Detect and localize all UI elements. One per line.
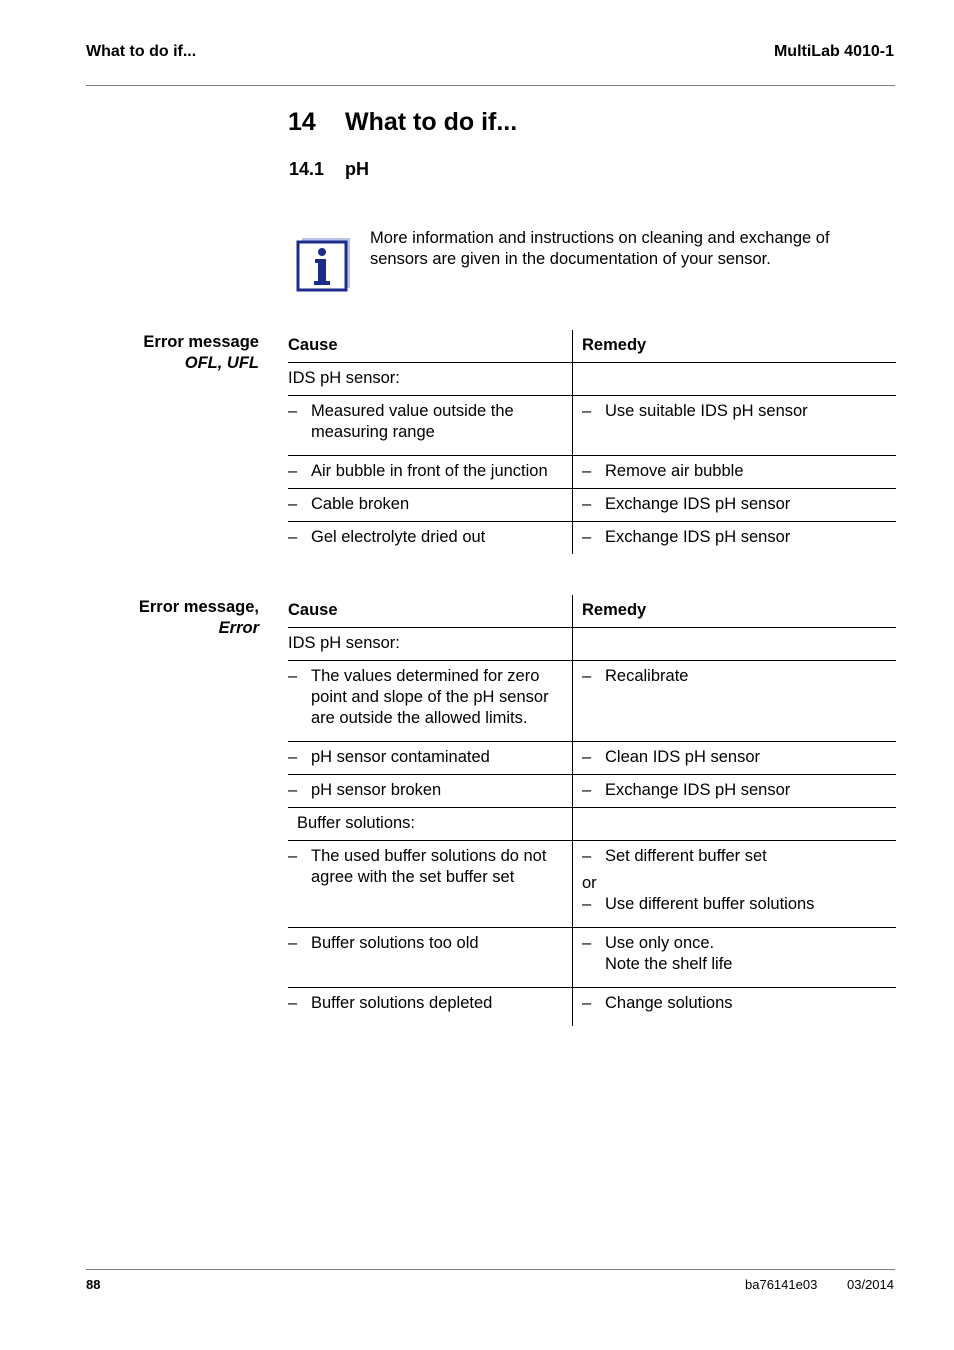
table-row bbox=[288, 456, 896, 489]
cause-text: The values determined for zero point and slope of the pH sensor are outside the allowed limits. bbox=[311, 667, 549, 727]
cause-text: Cable broken bbox=[311, 495, 410, 513]
empty-cell bbox=[573, 808, 897, 841]
page-number: 88 bbox=[86, 1277, 101, 1292]
remedy-text: Use only once. bbox=[605, 934, 715, 952]
cause-text: pH sensor contaminated bbox=[311, 748, 490, 766]
table-row bbox=[288, 489, 896, 522]
dash: – bbox=[582, 748, 592, 766]
table-row bbox=[288, 841, 896, 928]
table-row bbox=[288, 396, 896, 456]
remedy-text: Recalibrate bbox=[605, 667, 689, 685]
table2-side-label bbox=[139, 597, 259, 639]
table1-side-label bbox=[143, 332, 259, 374]
header-rule bbox=[86, 85, 895, 86]
dash: – bbox=[582, 462, 592, 480]
table1-label-line2: OFL, UFL bbox=[184, 354, 259, 372]
cause-text: Buffer solutions depleted bbox=[311, 994, 493, 1012]
empty-cell bbox=[573, 628, 897, 661]
dash: – bbox=[288, 781, 298, 799]
table-row bbox=[288, 742, 896, 775]
cause-text: Measured value outside the measuring range bbox=[311, 402, 514, 441]
remedy-text: Clean IDS pH sensor bbox=[605, 748, 760, 766]
remedy-text: Remove air bubble bbox=[605, 462, 744, 480]
dash: – bbox=[288, 402, 298, 420]
chapter-number: 14 bbox=[288, 108, 316, 136]
table-header-row bbox=[288, 330, 896, 363]
dash: – bbox=[288, 847, 298, 865]
section-heading bbox=[289, 159, 369, 180]
remedy-text: Set different buffer set bbox=[605, 847, 767, 865]
document-id: ba76141e03 bbox=[745, 1277, 818, 1292]
remedy-text: Use suitable IDS pH sensor bbox=[605, 402, 808, 420]
info-note: More information and instructions on cleaning and exchange of sensors are given in the documentation of your sensor. bbox=[370, 229, 830, 268]
col-remedy-header: Remedy bbox=[582, 601, 647, 619]
table-row bbox=[288, 522, 896, 555]
remedy-text-2: Note the shelf life bbox=[605, 955, 733, 973]
dash: – bbox=[582, 895, 592, 913]
cause-text: The used buffer solutions do not agree with the set buffer set bbox=[311, 847, 547, 886]
table-row bbox=[288, 775, 896, 808]
chapter-title: What to do if... bbox=[345, 108, 518, 136]
running-header-right: MultiLab 4010-1 bbox=[773, 43, 894, 60]
remedy-text: Use different buffer solutions bbox=[605, 895, 815, 913]
dash: – bbox=[288, 495, 298, 513]
dash: – bbox=[288, 994, 298, 1012]
or-text: or bbox=[582, 874, 597, 892]
table2 bbox=[288, 595, 896, 1026]
table-row bbox=[288, 928, 896, 988]
group-label: IDS pH sensor: bbox=[288, 628, 573, 661]
table1 bbox=[288, 330, 896, 554]
dash: – bbox=[288, 934, 298, 952]
section-title: pH bbox=[345, 159, 369, 179]
dash: – bbox=[582, 667, 592, 685]
info-icon bbox=[296, 236, 352, 292]
table-row bbox=[288, 661, 896, 742]
dash: – bbox=[582, 934, 592, 952]
dash: – bbox=[288, 667, 298, 685]
col-remedy-header: Remedy bbox=[582, 336, 647, 354]
table-row bbox=[288, 628, 896, 661]
table-row bbox=[288, 808, 896, 841]
table-header-row bbox=[288, 595, 896, 628]
dash: – bbox=[288, 528, 298, 546]
group-label: Buffer solutions: bbox=[297, 814, 416, 832]
table2-label-line2: Error bbox=[218, 619, 259, 637]
document-date: 03/2014 bbox=[847, 1277, 894, 1292]
section-number: 14.1 bbox=[289, 159, 325, 179]
cause-text: Buffer solutions too old bbox=[311, 934, 479, 952]
remedy-text: Change solutions bbox=[605, 994, 733, 1012]
remedy-text: Exchange IDS pH sensor bbox=[605, 495, 791, 513]
dash: – bbox=[582, 528, 592, 546]
col-cause-header: Cause bbox=[288, 595, 573, 628]
col-cause-header: Cause bbox=[288, 330, 573, 363]
table-row bbox=[288, 363, 896, 396]
remedy-text: Exchange IDS pH sensor bbox=[605, 528, 791, 546]
dash: – bbox=[288, 462, 298, 480]
dash: – bbox=[582, 994, 592, 1012]
table2-label-line1: Error message, bbox=[138, 598, 259, 616]
cause-text: pH sensor broken bbox=[311, 781, 442, 799]
cause-text: Air bubble in front of the junction bbox=[311, 462, 548, 480]
chapter-heading bbox=[288, 108, 517, 137]
dash: – bbox=[582, 847, 592, 865]
running-header-left: What to do if... bbox=[86, 43, 197, 60]
group-label: IDS pH sensor: bbox=[288, 363, 573, 396]
table-row bbox=[288, 988, 896, 1027]
empty-cell bbox=[573, 363, 897, 396]
dash: – bbox=[582, 402, 592, 420]
dash: – bbox=[582, 495, 592, 513]
cause-text: Gel electrolyte dried out bbox=[311, 528, 486, 546]
dash: – bbox=[582, 781, 592, 799]
footer-rule bbox=[86, 1269, 895, 1270]
dash: – bbox=[288, 748, 298, 766]
table1-label-line1: Error message bbox=[143, 333, 259, 351]
remedy-text: Exchange IDS pH sensor bbox=[605, 781, 791, 799]
